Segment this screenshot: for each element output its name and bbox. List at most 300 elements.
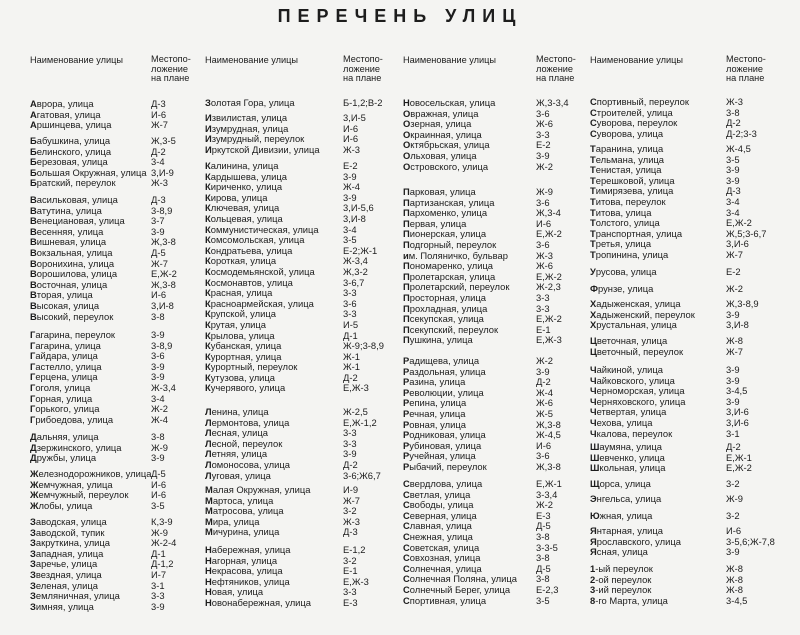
street-location: И-6	[151, 108, 167, 120]
street-name: Курортная, улица	[205, 350, 282, 362]
street-name: Титова, улица	[590, 206, 652, 218]
letter-group	[590, 144, 800, 261]
street-name: Красноармейская, улица	[205, 297, 314, 309]
street-location: Ж-9;3-8,9	[343, 340, 384, 352]
street-name: Горная, улица	[30, 392, 93, 404]
street-name: Суворова, улица	[590, 127, 664, 139]
header-location: Местопо-	[151, 54, 191, 64]
street-name: Космонавтов, улица	[205, 276, 293, 288]
street-location: 3,И-8	[343, 212, 366, 224]
street-name: Раздольная, улица	[403, 365, 486, 377]
header-street-name: Наименование улицы	[205, 55, 298, 65]
street-location: Ж-8	[726, 335, 743, 346]
letter-group	[205, 407, 415, 481]
street-entry	[590, 511, 800, 522]
street-name: Чкалова, переулок	[590, 427, 673, 439]
street-location: 3-8	[151, 310, 165, 322]
street-name: Толстого, улица	[590, 217, 660, 229]
street-entry	[205, 98, 415, 109]
street-entry	[590, 547, 800, 558]
street-location: Ж-2,5	[343, 406, 368, 417]
street-name: Свободы, улица	[403, 499, 474, 511]
street-location: Ж-7	[343, 494, 360, 506]
street-location: 3-9	[536, 149, 550, 161]
street-location: 3-9	[726, 308, 740, 320]
street-name: Свердлова, улица	[403, 478, 483, 489]
street-name: Дзержинского, улица	[30, 441, 122, 453]
street-location: Е,Ж-2	[151, 268, 177, 280]
street-location: Е-1	[536, 323, 551, 335]
street-entry	[403, 409, 613, 420]
street-name: Калинина, улица	[205, 160, 279, 171]
street-location: Д-2	[726, 441, 741, 452]
street-entry	[590, 494, 800, 505]
street-location: Ж-3	[343, 143, 360, 155]
street-name: Спортивная, улица	[403, 594, 487, 606]
street-location: Ж,3-5	[151, 135, 176, 146]
street-name: Васильковая, улица	[30, 194, 118, 205]
street-entry	[590, 320, 800, 331]
street-location: 3-6;Ж6,7	[343, 469, 381, 481]
street-location: Е,Ж-1	[536, 478, 562, 489]
street-entry	[403, 98, 613, 109]
street-entry	[205, 320, 415, 331]
street-name: Нефтяников, улица	[205, 575, 290, 587]
street-entry	[590, 144, 800, 155]
street-location: Ж,3-8	[536, 460, 561, 472]
street-location: Д-1	[151, 547, 166, 559]
street-location: Е-2,3	[536, 583, 559, 595]
street-name: Пролетарский, переулок	[403, 281, 510, 293]
street-location: Д-2	[536, 376, 551, 388]
street-name: Четвертая, улица	[590, 406, 667, 418]
letter-group	[590, 267, 800, 278]
street-name: Урусова, улица	[590, 266, 657, 277]
street-name: Малая Окружная, улица	[205, 484, 311, 495]
street-entry	[590, 463, 800, 474]
street-location: 3-9	[151, 360, 165, 372]
street-name: Парковая, улица	[403, 186, 476, 197]
street-location: 3-9	[536, 365, 550, 377]
street-location: 3,И-5	[343, 112, 366, 123]
street-location: Е-2	[726, 266, 741, 277]
letter-group	[205, 113, 415, 155]
street-entry	[403, 293, 613, 304]
street-name: Островского, улица	[403, 160, 489, 172]
street-location: 3-3	[536, 302, 550, 314]
street-name: Таранина, улица	[590, 143, 664, 154]
street-name: Извилистая, улица	[205, 112, 288, 123]
street-location: 3-4	[726, 195, 740, 207]
street-name: Коммунистическая, улица	[205, 223, 319, 235]
street-location: 3-5	[536, 594, 550, 606]
street-name: Южная, улица	[590, 510, 653, 521]
street-location: Ж-2	[726, 283, 743, 294]
street-name: Герцена, улица	[30, 371, 98, 383]
street-name: Солнечная, улица	[403, 562, 482, 574]
street-name: Чайковского, улица	[590, 374, 675, 386]
street-location: И-6	[343, 122, 359, 134]
street-location: Ж-6	[536, 397, 553, 409]
street-name: Мира, улица	[205, 515, 260, 527]
street-name: Высокий, переулок	[30, 310, 114, 322]
street-entry	[205, 545, 415, 556]
street-name: Гагарина, улица	[30, 339, 101, 351]
street-location: Д-5	[151, 246, 166, 258]
street-location: Ж,3-8,9	[726, 298, 759, 309]
street-location: 3-8,9	[151, 204, 173, 216]
street-location: 3-3	[343, 308, 357, 320]
street-entry	[590, 250, 800, 261]
street-location: 3-8	[726, 106, 740, 118]
street-location: Ж-7	[726, 345, 743, 357]
street-name: Комсомольская, улица	[205, 234, 305, 246]
street-location: 3-3	[343, 437, 357, 449]
street-name: Матросова, улица	[205, 505, 284, 517]
street-location: И-5	[343, 318, 359, 330]
street-location: 3-8	[536, 530, 550, 542]
street-entry	[590, 526, 800, 537]
street-location: 3-3	[151, 590, 165, 602]
street-name: Солнечный Берег, улица	[403, 583, 511, 595]
street-name: Братский, переулок	[30, 177, 116, 189]
street-name: Вторая, улица	[30, 289, 93, 301]
street-location: Е-1	[343, 565, 358, 577]
street-name: Школьная, улица	[590, 462, 666, 474]
street-location: Ж-1	[343, 361, 360, 373]
street-location: Ж-6	[536, 118, 553, 130]
street-entry	[205, 383, 415, 394]
street-name: Мичурина, улица	[205, 526, 280, 538]
street-name: Красная, улица	[205, 287, 273, 299]
street-name: Просторная, улица	[403, 291, 486, 303]
street-location: Ж-3	[726, 96, 743, 107]
street-entry	[205, 527, 415, 538]
street-location: Ж-2,3	[536, 281, 561, 293]
street-name: Ярославского, улица	[590, 535, 681, 547]
letter-group	[403, 479, 613, 606]
street-location: Ж,3-8	[536, 418, 561, 430]
street-entry	[403, 585, 613, 596]
street-location: 3-9	[726, 395, 740, 407]
street-entry	[205, 471, 415, 482]
street-location: К,3-9	[151, 516, 173, 527]
street-name: Крупской, улица	[205, 308, 276, 320]
street-location: Ж-6	[536, 260, 553, 272]
street-name: Кутузова, улица	[205, 371, 275, 383]
street-location: Ж-2	[536, 160, 553, 172]
street-name: Фрунзе, улица	[590, 283, 654, 294]
street-name: Советская, улица	[403, 541, 480, 553]
street-location: Е,Ж-1,2	[343, 416, 377, 428]
street-location: 3-5	[726, 153, 740, 165]
street-name: Третья, улица	[590, 238, 652, 250]
street-name: Разина, улица	[403, 376, 466, 388]
street-location: 3-6	[536, 238, 550, 250]
letter-group	[590, 494, 800, 505]
street-name: Зеленая, улица	[30, 579, 98, 591]
street-name: Партизанская, улица	[403, 196, 495, 208]
street-name: 3-ий переулок	[590, 584, 652, 596]
street-name: Гастелло, улица	[30, 360, 102, 372]
street-location: 3-3,4	[536, 488, 558, 500]
street-location: И-6	[343, 133, 359, 145]
street-entry	[590, 267, 800, 278]
street-name: Окраинная, улица	[403, 128, 482, 140]
street-location: Д-1,2	[151, 558, 174, 570]
street-name: Восточная, улица	[30, 278, 108, 290]
letter-group	[403, 98, 613, 172]
street-name: Заводской, тупик	[30, 526, 105, 538]
street-location: 3-5,6;Ж-7,8	[726, 535, 775, 547]
street-name: Гагарина, переулок	[30, 329, 116, 340]
street-location: Д-3	[151, 98, 166, 109]
street-name: Земляничная, улица	[30, 590, 120, 602]
header-location: ложение	[151, 63, 189, 74]
street-name: Жемчужный, переулок	[30, 489, 129, 501]
street-name: Ключевая, улица	[205, 202, 280, 214]
street-name: Пономаренко, улица	[403, 260, 494, 272]
street-name: Тельмана, улица	[590, 153, 665, 165]
street-name: Ясная, улица	[590, 546, 648, 558]
street-entry	[205, 485, 415, 496]
street-location: Д-3	[343, 526, 358, 538]
letter-group	[205, 545, 415, 609]
street-entry	[590, 299, 800, 310]
street-location: 3,И-9	[151, 166, 174, 178]
street-name: Ольховая, улица	[403, 149, 477, 161]
street-entry	[590, 129, 800, 140]
street-location: Ж-8	[726, 563, 743, 574]
street-location: 3-3-5	[536, 541, 558, 553]
street-name: Лесной, переулок	[205, 437, 283, 449]
street-location: 3-2	[726, 478, 740, 489]
street-name: Черноморская, улица	[590, 385, 685, 397]
street-location: Д-1	[343, 329, 358, 341]
street-location: Е-2	[536, 139, 551, 151]
street-location: 3-3	[343, 427, 357, 439]
street-location: 3-8	[536, 552, 550, 564]
street-location: 3-7	[151, 215, 165, 227]
street-name: Большая Окружная, улица	[30, 166, 147, 178]
street-entry	[590, 336, 800, 347]
street-location: 3-9	[726, 174, 740, 186]
street-location: 3-6	[536, 107, 550, 119]
header-location: Местопо-	[536, 54, 576, 64]
street-name: им. Поляничко, бульвар	[403, 249, 508, 261]
street-name: Янтарная, улица	[590, 525, 663, 536]
street-name: Шевченко, улица	[590, 451, 665, 463]
street-entry	[205, 161, 415, 172]
street-location: 3-9	[151, 600, 165, 612]
street-name: Гайдара, улица	[30, 350, 98, 362]
header-location: на плане	[536, 73, 575, 84]
street-location: 3-9	[726, 546, 740, 558]
street-location: 3-8,9	[151, 339, 173, 351]
street-name: Аврора, улица	[30, 98, 94, 109]
street-name: Строителей, улица	[590, 106, 673, 118]
street-location: Ж-2	[151, 403, 168, 415]
street-location: Ж-3,4	[151, 381, 176, 393]
street-name: Вокзальная, улица	[30, 246, 113, 258]
header-street-name: Наименование улицы	[590, 55, 683, 65]
street-location: Ж-3	[536, 249, 553, 261]
street-entry	[205, 113, 415, 124]
street-location: И-6	[726, 525, 742, 536]
street-name: Космодемьянской, улица	[205, 265, 315, 277]
street-entry	[590, 284, 800, 295]
street-location: 3-5	[343, 234, 357, 246]
street-name: Овражная, улица	[403, 107, 479, 119]
street-location: Ж-9	[726, 493, 743, 504]
street-entry	[590, 197, 800, 208]
street-location: 3,И-6	[726, 416, 749, 428]
letter-group	[590, 365, 800, 439]
street-location: И-6	[536, 439, 552, 451]
street-location: Ж-9	[151, 441, 168, 453]
street-location: Е,Ж-2	[536, 313, 562, 325]
street-name: Совхозная, улица	[403, 552, 481, 564]
street-name: Изумрудный, переулок	[205, 133, 305, 145]
street-entry	[403, 240, 613, 251]
street-name: Ватутина, улица	[30, 204, 102, 216]
street-location: 3-4	[343, 223, 357, 235]
street-location: 3-9	[726, 164, 740, 176]
street-name: Пархоменко, улица	[403, 207, 488, 219]
street-location: Ж,3-3,4	[536, 97, 569, 108]
street-name: Транспортная, улица	[590, 227, 683, 239]
street-location: Е,Ж-2	[536, 228, 562, 240]
letter-group	[205, 98, 415, 109]
street-name: Жлобы, улица	[30, 499, 93, 511]
header-location: Местопо-	[343, 54, 383, 64]
street-location: Ж-2-4	[151, 537, 177, 549]
letter-group	[205, 485, 415, 538]
street-location: Ж-8	[726, 573, 743, 585]
street-name: Славная, улица	[403, 520, 472, 532]
street-location: Ж-4	[536, 386, 553, 398]
letter-group	[590, 284, 800, 295]
street-name: Агатовая, улица	[30, 108, 101, 120]
header-location: ложение	[536, 63, 574, 74]
street-name: Кириченко, улица	[205, 181, 283, 193]
street-location: Е,Ж-3	[536, 334, 562, 346]
street-entry	[590, 442, 800, 453]
street-name: Лесная, улица	[205, 427, 268, 439]
street-location: 3-2	[343, 554, 357, 566]
street-location: Ж-9	[536, 186, 553, 197]
street-entry	[403, 162, 613, 173]
street-name: Хадыженская, улица	[590, 298, 681, 309]
street-location: 3-6,7	[343, 276, 365, 288]
header-location: ложение	[343, 63, 381, 74]
street-location: 3-9	[343, 448, 357, 460]
street-name: Рубиновая, улица	[403, 439, 482, 451]
street-name: Тимирязева, улица	[590, 185, 674, 197]
street-name: Воронихина, улица	[30, 257, 115, 269]
header-location: ложение	[726, 63, 764, 74]
street-name: Заречье, улица	[30, 558, 98, 570]
street-entry	[403, 187, 613, 198]
street-location: Д-2	[151, 145, 166, 157]
street-location: Д-5	[151, 468, 166, 479]
street-name: Псекупская, улица	[403, 313, 484, 325]
street-name: Дальняя, улица	[30, 431, 99, 442]
street-name: Титова, переулок	[590, 195, 666, 207]
street-name: Летняя, улица	[205, 448, 268, 460]
street-entry	[403, 462, 613, 473]
street-location: И-7	[151, 568, 167, 580]
street-location: Е,Ж-2	[536, 270, 562, 282]
street-location: Ж-4,5	[726, 143, 751, 154]
street-location: 3-4	[151, 156, 165, 168]
street-name: Звездная, улица	[30, 568, 102, 580]
street-location: 3-9	[343, 170, 357, 182]
street-name: Родниковая, улица	[403, 429, 486, 441]
street-location: Ж-4,5	[536, 429, 561, 441]
street-name: Речная, улица	[403, 407, 466, 419]
street-name: Солнечная Поляна, улица	[403, 573, 517, 585]
street-name: Ленина, улица	[205, 406, 269, 417]
street-name: Ручейная, улица	[403, 450, 476, 462]
street-name: Дружбы, улица	[30, 452, 97, 464]
street-location: Ж-2	[536, 355, 553, 366]
letter-group	[590, 479, 800, 490]
street-location: Д-2	[726, 117, 741, 129]
street-name: Чехова, улица	[590, 416, 653, 428]
street-location: 3-9	[726, 364, 740, 375]
street-name: Зимняя, улица	[30, 600, 94, 612]
street-location: Д-3	[726, 185, 741, 197]
street-name: Кардышева, улица	[205, 170, 287, 182]
street-name: Снежная, улица	[403, 530, 473, 542]
street-name: Рыбачий, переулок	[403, 460, 487, 472]
street-name: Терешковой, улица	[590, 174, 675, 186]
street-location: 3-3	[536, 291, 550, 303]
street-entry	[590, 365, 800, 376]
street-entry	[590, 347, 800, 358]
street-name: Высокая, улица	[30, 299, 100, 311]
street-name: Весенняя, улица	[30, 225, 104, 237]
street-name: Щорса, улица	[590, 478, 651, 489]
street-location: Е-2;Ж-1	[343, 244, 378, 256]
street-name: Первая, улица	[403, 217, 467, 229]
street-location: 3-4,5	[726, 385, 748, 397]
street-location: И-6	[151, 478, 167, 490]
street-name: Набережная, улица	[205, 544, 291, 555]
street-location: 3-6	[536, 450, 550, 462]
street-name: Кольцевая, улица	[205, 212, 283, 224]
street-name: Западная, улица	[30, 547, 104, 559]
street-name: Золотая Гора, улица	[205, 97, 295, 108]
street-location: 3-9	[151, 452, 165, 464]
street-location: 3-3	[343, 586, 357, 598]
street-name: Кондратьева, улица	[205, 244, 293, 256]
street-name: Березовая, улица	[30, 156, 108, 168]
letter-group	[590, 526, 800, 558]
street-name: Новонабережная, улица	[205, 596, 311, 608]
street-name: Бабушкина, улица	[30, 135, 111, 146]
street-location: Ж-4	[343, 181, 360, 193]
street-entry	[205, 460, 415, 471]
street-name: Закруткина, улица	[30, 537, 110, 549]
street-name: Заводская, улица	[30, 516, 107, 527]
street-entry	[590, 596, 800, 607]
street-name: Хрустальная, улица	[590, 319, 677, 331]
street-name: Энгельса, улица	[590, 493, 662, 504]
street-entry	[403, 335, 613, 346]
street-name: Революции, улица	[403, 386, 484, 398]
